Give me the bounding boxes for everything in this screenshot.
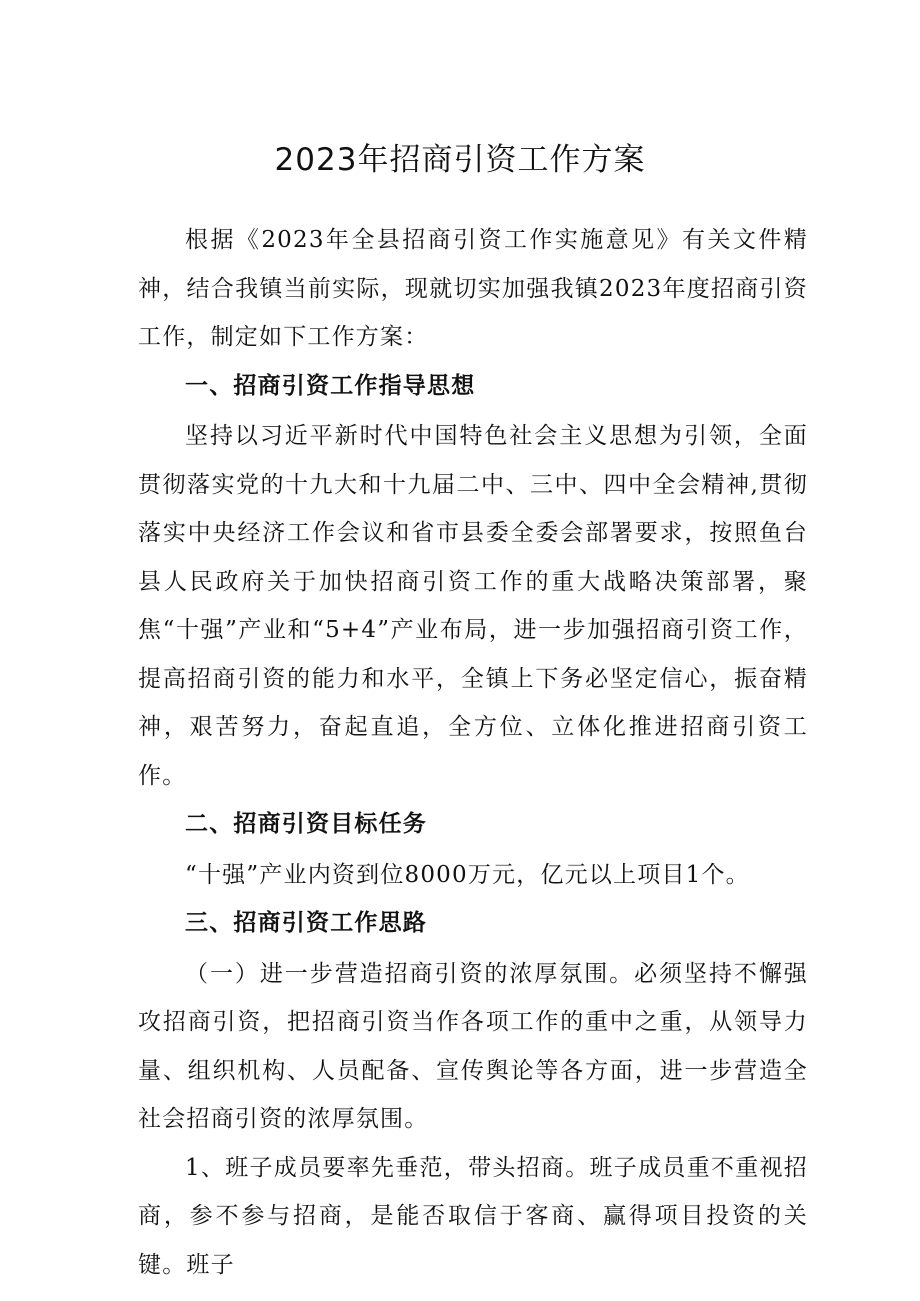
intro-paragraph: 根据《2023年全县招商引资工作实施意见》有关文件精神，结合我镇当前实际，现就切实加强我镇2023年度招商引资工作，制定如下工作方案： — [138, 227, 808, 350]
guiding-ideology-paragraph: 坚持以习近平新时代中国特色社会主义思想为引领，全面贯彻落实党的十九大和十九届二中、三中、四中全会精神,贯彻落实中央经济工作会议和省市县委全委会部署要求，按照鱼台县人民政府关于加快招商引资工作的重大战略决策部署，聚焦“十强”产业和“5+4”产业布局，进一步加强招商引资工作，提高招商引资的能力和水平，全镇上下务必坚定信心，振奋精神，艰苦努力，奋起直追，全方位、立体化推进招商引资工作。 — [138, 423, 808, 789]
leadership-paragraph: 1、班子成员要率先垂范，带头招商。班子成员重不重视招商，参不参与招商，是能否取信于客商、赢得项目投资的关键。班子 — [138, 1154, 808, 1278]
target-task-paragraph: “十强”产业内资到位8000万元，亿元以上项目1个。 — [185, 861, 750, 888]
section-heading-2: 二、招商引资目标任务 — [185, 811, 427, 837]
document-title: 2023年招商引资工作方案 — [274, 142, 646, 178]
document-body — [138, 216, 808, 1289]
section-heading-3: 三、招商引资工作思路 — [185, 910, 427, 936]
section-heading-1: 一、招商引资工作指导思想 — [185, 372, 476, 399]
work-approach-paragraph: （一）进一步营造招商引资的浓厚氛围。必须坚持不懈强攻招商引资，把招商引资当作各项工作的重中之重，从领导力量、组织机构、人员配备、宣传舆论等各方面，进一步营造全社会招商引资的浓厚氛围。 — [138, 960, 808, 1132]
